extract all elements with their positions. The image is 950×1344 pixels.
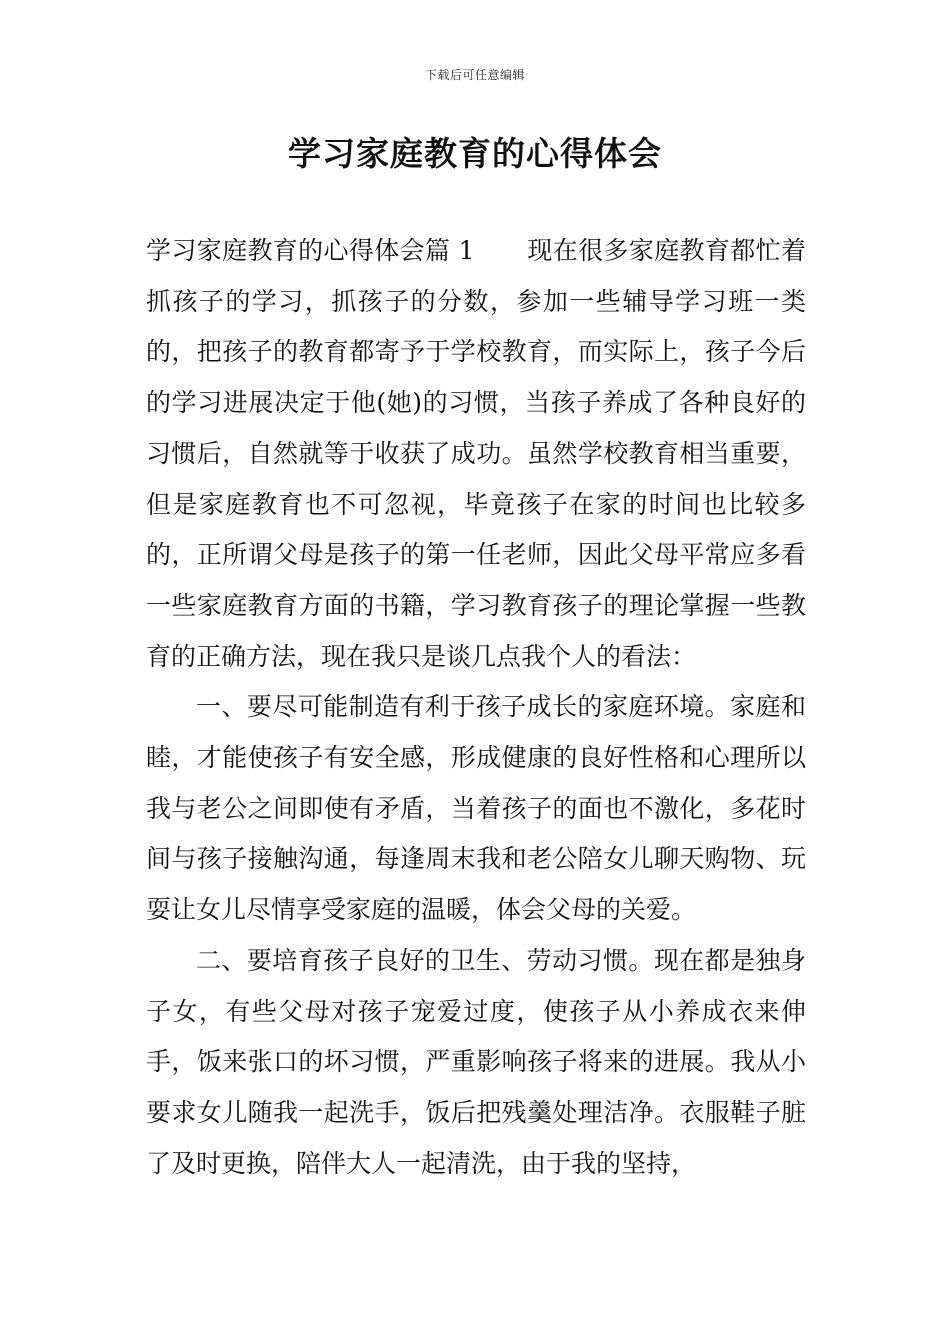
paragraph-1 xyxy=(146,226,806,682)
paragraph-3: 二、要培育孩子良好的卫生、劳动习惯。现在都是独身子女，有些父母对孩子宠爱过度，使孩子从小养成衣来伸手，饭来张口的坏习惯，严重影响孩子将来的进展。我从小要求女儿随我一起洗手，饭后把残羹处理洁净。衣服鞋子脏了及时更换，陪伴大人一起清洗，由于我的坚持， xyxy=(146,945,806,1178)
document-body xyxy=(146,226,806,1189)
paragraph-1-text: 现在很多家庭教育都忙着抓孩子的学习，抓孩子的分数，参加一些辅导学习班一类的，把孩子的教育都寄予于学校教育，而实际上，孩子今后的学习进展决定于他(她)的习惯，当孩子养成了各种良好的习惯后，自然就等于收获了成功。虽然学校教育相当重要，但是家庭教育也不可忽视，毕竟孩子在家的时间也比较多的，正所谓父母是孩子的第一任老师，因此父母平常应多看一些家庭教育方面的书籍，学习教育孩子的理论掌握一些教育的正确方法，现在我只是谈几点我个人的看法： xyxy=(146,236,806,671)
paragraph-2: 一、要尽可能制造有利于孩子成长的家庭环境。家庭和睦，才能使孩子有安全感，形成健康的良好性格和心理所以我与老公之间即使有矛盾，当着孩子的面也不激化，多花时间与孩子接触沟通，每逢周末我和老公陪女儿聊天购物、玩耍让女儿尽情享受家庭的温暖，体会父母的关爱。 xyxy=(146,692,806,925)
document-title: 学习家庭教育的心得体会 xyxy=(288,134,662,173)
intro-label: 学习家庭教育的心得体会篇 1 xyxy=(146,236,475,265)
header-note: 下载后可任意编辑 xyxy=(424,68,525,82)
